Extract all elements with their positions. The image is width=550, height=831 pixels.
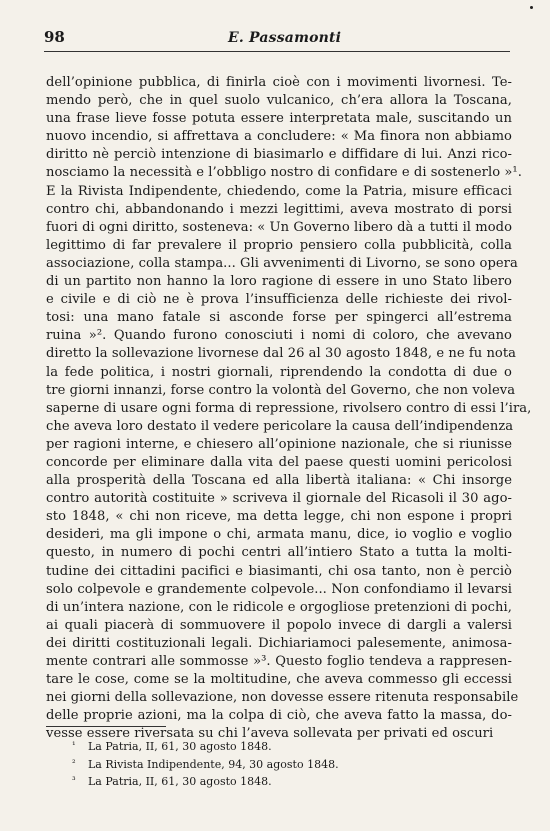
body-line: ruina »². Quando furono conosciuti i nomi di coloro, che avevano	[46, 328, 512, 344]
body-line: tare le cose, come se la moltitudine, che aveva commesso gli eccessi	[46, 672, 512, 688]
body-line: per ragioni interne, e chiesero all’opinione nazionale, che si riunisse	[46, 436, 512, 452]
body-line: dell’opinione pubblica, di finirla cioè con i movimenti livornesi. Te-	[46, 75, 512, 90]
body-line: la fede politica, i nostri giornali, riprendendo la condotta di due o	[46, 364, 512, 380]
body-line: legittimo di far prevalere il proprio pensiero colla pubblicità, colla	[46, 237, 512, 253]
footnote-number: ¹	[72, 741, 76, 751]
footnote-rule	[46, 726, 166, 727]
body-text	[46, 74, 532, 743]
body-line: associazione, colla stampa... Gli avvenimenti di Livorno, se sono opera	[46, 255, 518, 271]
body-line: saperne di usare ogni forma di repressione, rivolsero contro di essi l’ira,	[46, 400, 532, 416]
body-line: una frase lieve fosse potuta essere interpretata male, suscitando un	[46, 111, 512, 127]
body-line: desideri, ma gli impone o chi, armata manu, dice, io voglio e voglio	[46, 527, 512, 543]
body-line: diritto nè perciò intenzione di biasimarlo e diffidare di lui. Anzi rico-	[46, 147, 512, 163]
footnote-text: La Patria, II, 61, 30 agosto 1848.	[88, 740, 272, 753]
body-line: di un’intera nazione, con le ridicole e orgogliose pretenzioni di pochi,	[46, 599, 512, 615]
body-line: nosciamo la necessità e l’obbligo nostro di confidare e di sostenerlo »¹.	[46, 165, 522, 181]
body-line: nei giorni della sollevazione, non dovesse essere ritenuta responsabile	[46, 690, 519, 706]
body-line: concorde per eliminare dalla vita del paese questi uomini pericolosi	[46, 454, 512, 470]
body-line: ai quali piacerà di sommuovere il popolo invece di dargli a valersi	[46, 617, 512, 633]
body-line: contro chi, abbandonando i mezzi legittimi, aveva mostrato di porsi	[46, 201, 512, 217]
body-line: nuovo incendio, si affrettava a concludere: « Ma finora non abbiamo	[46, 129, 512, 145]
body-line: mendo però, che in quel suolo vulcanico, ch’era allora la Toscana,	[46, 93, 512, 109]
footnote-text: La Patria, II, 61, 30 agosto 1848.	[88, 775, 272, 788]
footnote	[72, 738, 492, 756]
body-line: delle proprie azioni, ma la colpa di ciò, che aveva fatto la massa, do-	[46, 708, 512, 724]
page-header	[44, 28, 514, 50]
body-line: di un partito non hanno la loro ragione di essere in uno Stato libero	[46, 274, 512, 290]
body-line: solo colpevole e grandemente colpevole... Non confondiamo il levarsi	[46, 581, 512, 597]
body-line: tre giorni innanzi, forse contro la volontà del Governo, che non voleva	[46, 382, 516, 398]
body-line: che aveva loro destato il vedere pericolare la causa dell’indipendenza	[46, 418, 514, 434]
footnote-number: ³	[72, 776, 76, 786]
body-line: mente contrari alle sommosse »³. Questo foglio tendeva a rappresen-	[46, 654, 512, 669]
body-line: fuori di ogni diritto, sosteneva: « Un Governo libero dà a tutti il modo	[46, 219, 513, 235]
body-line: vesse essere riversata su chi l’aveva sollevata per privati ed oscuri	[46, 726, 494, 742]
body-line: dei diritti costituzionali legali. Dichiariamoci palesemente, animosa-	[46, 635, 512, 651]
header-rule	[44, 51, 510, 52]
footnotes	[72, 738, 492, 791]
body-line: sto 1848, « chi non riceve, ma detta legge, chi non espone i propri	[46, 509, 512, 525]
body-line: alla prosperità della Toscana ed alla libertà italiana: « Chi insorge	[46, 473, 512, 489]
page-number: 98	[44, 28, 65, 46]
body-line: e civile e di ciò ne è prova l’insufficienza delle richieste dei rivol-	[46, 292, 512, 308]
footnote	[72, 756, 492, 774]
footnote-text: La Rivista Indipendente, 94, 30 agosto 1848.	[88, 757, 339, 771]
body-line: tosi: una mano fatale si asconde forse per spingerci all’estrema	[46, 310, 512, 326]
ink-speck	[530, 6, 533, 9]
body-line: diretto la sollevazione livornese dal 26 al 30 agosto 1848, e ne fu nota	[46, 346, 517, 362]
footnote-number: ²	[72, 758, 76, 769]
running-head: E. Passamonti	[228, 30, 342, 46]
footnote	[72, 773, 492, 791]
body-line: tudine dei cittadini pacifici e biasimanti, chi osa tanto, non è perciò	[46, 563, 512, 579]
body-line: contro autorità costituite » scriveva il giornale del Ricasoli il 30 ago-	[46, 491, 512, 507]
body-line: E la Rivista Indipendente, chiedendo, come la Patria, misure efficaci	[46, 183, 512, 199]
body-line: questo, in numero di pochi centri all’intiero Stato a tutta la molti-	[46, 545, 512, 561]
